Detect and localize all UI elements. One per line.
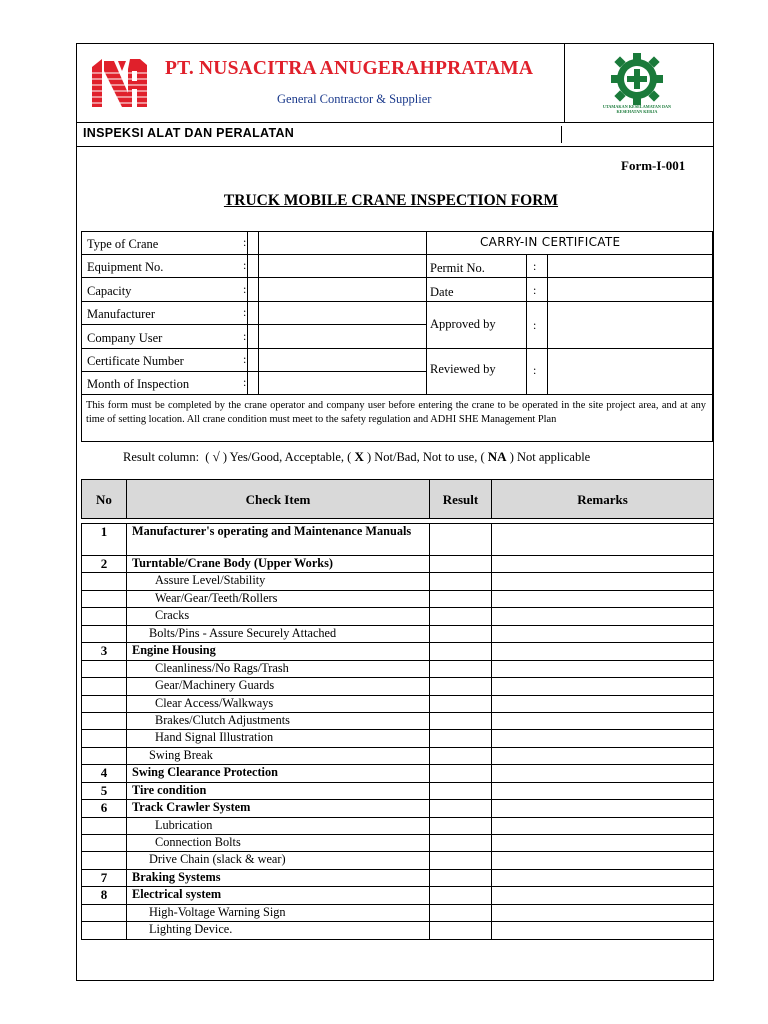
remarks-cell[interactable] [492,852,714,869]
table-row [82,573,714,590]
table-row [82,625,714,642]
table-row [82,904,714,921]
row-number: 8 [82,887,127,904]
check-item: Assure Level/Stability [127,573,430,590]
section-divider [561,126,562,143]
type-of-crane-label: Type of Crane [87,237,159,251]
check-item: Hand Signal Illustration [127,730,430,747]
colon: : [243,235,247,249]
check-item: Cracks [127,608,430,625]
table-row [82,835,714,852]
table-row [82,765,714,782]
remarks-cell[interactable] [492,625,714,642]
table-row [82,817,714,834]
equipment-info-table [81,231,713,442]
month-of-inspection-label: Month of Inspection [87,377,190,391]
row-number [82,678,127,695]
row-number [82,590,127,607]
row-number [82,660,127,677]
remarks-cell[interactable] [492,782,714,799]
remarks-cell[interactable] [492,869,714,886]
check-item: Track Crawler System [127,800,430,817]
remarks-cell[interactable] [492,835,714,852]
table-row [82,590,714,607]
grid-line [526,254,527,394]
row-number [82,747,127,764]
row-number [82,730,127,747]
header-remarks: Remarks [492,480,714,519]
row-number [82,835,127,852]
remarks-cell[interactable] [492,678,714,695]
grid-line [426,301,712,302]
check-item: High-Voltage Warning Sign [127,904,430,921]
colon: : [243,352,247,366]
grid-line [547,254,548,394]
reviewed-by-label: Reviewed by [430,362,496,376]
check-item: Swing Break [127,747,430,764]
legend-bad-mark: X [354,449,364,464]
k3-safety-emblem-icon [607,51,667,111]
remarks-cell[interactable] [492,800,714,817]
table-row [82,800,714,817]
row-number: 3 [82,643,127,660]
table-row [82,556,714,573]
remarks-cell[interactable] [492,887,714,904]
check-item: Braking Systems [127,869,430,886]
check-item: Electrical system [127,887,430,904]
header-divider [564,44,565,122]
legend-na-text: ) Not applicable [509,450,591,464]
row-number: 2 [82,556,127,573]
result-cell[interactable] [430,695,492,712]
colon: : [243,375,247,389]
result-cell[interactable] [430,590,492,607]
remarks-cell[interactable] [492,524,714,556]
check-item: Lighting Device. [127,922,430,939]
permit-no-label: Permit No. [430,261,485,275]
check-item: Gear/Machinery Guards [127,678,430,695]
remarks-cell[interactable] [492,712,714,729]
header-check-item: Check Item [127,480,430,519]
check-item: Wear/Gear/Teeth/Rollers [127,590,430,607]
form-number: Form-I-001 [621,158,686,173]
check-item: Clear Access/Walkways [127,695,430,712]
company-tagline: General Contractor & Supplier [277,92,432,106]
k3-motto: UTAMAKAN KESELAMATAN DAN KESEHATAN KERJA [602,104,672,114]
tail-cell [82,939,714,942]
result-cell[interactable] [430,524,492,556]
colon: : [243,305,247,319]
row-number [82,852,127,869]
row-number [82,904,127,921]
remarks-cell[interactable] [492,556,714,573]
manufacturer-label: Manufacturer [87,307,156,321]
grid-line [426,277,712,278]
grid-line [426,348,712,349]
section-bar [77,122,713,147]
table-row [82,747,714,764]
check-item: Turntable/Crane Body (Upper Works) [127,556,430,573]
legend-paren: ( [205,450,210,464]
row-number [82,695,127,712]
result-cell[interactable] [430,730,492,747]
result-cell[interactable] [430,869,492,886]
result-cell[interactable] [430,573,492,590]
row-number: 4 [82,765,127,782]
legend-na-mark: NA [487,449,507,464]
approved-by-label: Approved by [430,317,496,331]
remarks-cell[interactable] [492,765,714,782]
result-cell[interactable] [430,817,492,834]
check-item: Drive Chain (slack & wear) [127,852,430,869]
remarks-cell[interactable] [492,817,714,834]
remarks-cell[interactable] [492,643,714,660]
grid-line [426,232,427,394]
result-cell[interactable] [430,625,492,642]
row-number: 6 [82,800,127,817]
grid-line [82,324,426,325]
row-number [82,608,127,625]
carry-in-certificate-heading: CARRY-IN CERTIFICATE [480,235,621,249]
result-cell[interactable] [430,660,492,677]
table-tail [82,939,714,942]
remarks-cell[interactable] [492,904,714,921]
remarks-cell[interactable] [492,747,714,764]
colon: : [243,282,247,296]
grid-line [82,254,426,255]
date-label: Date [430,285,454,299]
letterhead [77,44,713,123]
result-legend [123,449,590,465]
table-row [82,887,714,904]
row-number [82,573,127,590]
company-user-label: Company User [87,331,163,345]
check-item: Cleanliness/No Rags/Trash [127,660,430,677]
colon: : [533,318,537,332]
remarks-cell[interactable] [492,660,714,677]
colon: : [533,363,537,377]
check-item: Swing Clearance Protection [127,765,430,782]
colon: : [243,329,247,343]
legend-prefix: Result column: [123,450,200,464]
result-cell[interactable] [430,765,492,782]
row-number: 7 [82,869,127,886]
company-logo-icon [92,59,147,107]
row-number: 1 [82,524,127,556]
result-cell[interactable] [430,608,492,625]
legend-ok-mark: √ [212,449,220,464]
result-cell[interactable] [430,887,492,904]
row-number [82,922,127,939]
section-title: INSPEKSI ALAT DAN PERALATAN [83,126,295,140]
table-header-row [82,480,714,519]
table-row [82,608,714,625]
result-cell[interactable] [430,782,492,799]
legend-ok-text: ) Yes/Good, Acceptable, ( [222,450,352,464]
remarks-cell[interactable] [492,695,714,712]
table-row [82,524,714,556]
table-row [82,852,714,869]
grid-line [82,277,426,278]
header-no: No [82,480,127,519]
check-item: Brakes/Clutch Adjustments [127,712,430,729]
table-row [82,695,714,712]
table-row [82,922,714,939]
form-page [76,43,714,981]
grid-line [82,371,426,372]
table-row [82,712,714,729]
row-number [82,712,127,729]
grid-line [82,348,426,349]
check-item: Tire condition [127,782,430,799]
remarks-cell[interactable] [492,608,714,625]
legend-bad-text: ) Not/Bad, Not to use, ( [366,450,485,464]
result-cell[interactable] [430,852,492,869]
result-cell[interactable] [430,800,492,817]
colon: : [533,283,537,297]
result-cell[interactable] [430,922,492,939]
grid-line [247,232,248,394]
check-item: Lubrication [127,817,430,834]
check-item: Connection Bolts [127,835,430,852]
result-cell[interactable] [430,835,492,852]
remarks-cell[interactable] [492,573,714,590]
table-row [82,782,714,799]
form-title: TRUCK MOBILE CRANE INSPECTION FORM [223,192,559,209]
table-row [82,730,714,747]
company-name: PT. NUSACITRA ANUGERAHPRATAMA [165,58,534,79]
table-row [82,678,714,695]
certificate-number-label: Certificate Number [87,354,184,368]
grid-line [258,232,259,394]
equipment-no-label: Equipment No. [87,260,164,274]
capacity-label: Capacity [87,284,132,298]
check-items-table [81,479,714,942]
row-number: 5 [82,782,127,799]
header-result: Result [430,480,492,519]
table-row [82,869,714,886]
row-number [82,817,127,834]
remarks-cell[interactable] [492,590,714,607]
grid-line [426,254,712,255]
row-number [82,625,127,642]
result-cell[interactable] [430,747,492,764]
colon: : [243,258,247,272]
check-item: Bolts/Pins - Assure Securely Attached [127,625,430,642]
colon: : [533,259,537,273]
result-cell[interactable] [430,678,492,695]
result-cell[interactable] [430,904,492,921]
table-row [82,643,714,660]
grid-line [82,394,712,395]
result-cell[interactable] [430,712,492,729]
form-instructions: This form must be completed by the crane operator and company user before entering the crane to be operated in the site project area, and at any time of setting location. All crane condition must meet to the safety regulation and ADHI SHE Management Plan [86,400,706,425]
remarks-cell[interactable] [492,922,714,939]
check-item: Engine Housing [127,643,430,660]
check-item: Manufacturer's operating and Maintenance Manuals [127,524,430,556]
grid-line [82,301,426,302]
table-row [82,660,714,677]
result-cell[interactable] [430,643,492,660]
remarks-cell[interactable] [492,730,714,747]
result-cell[interactable] [430,556,492,573]
